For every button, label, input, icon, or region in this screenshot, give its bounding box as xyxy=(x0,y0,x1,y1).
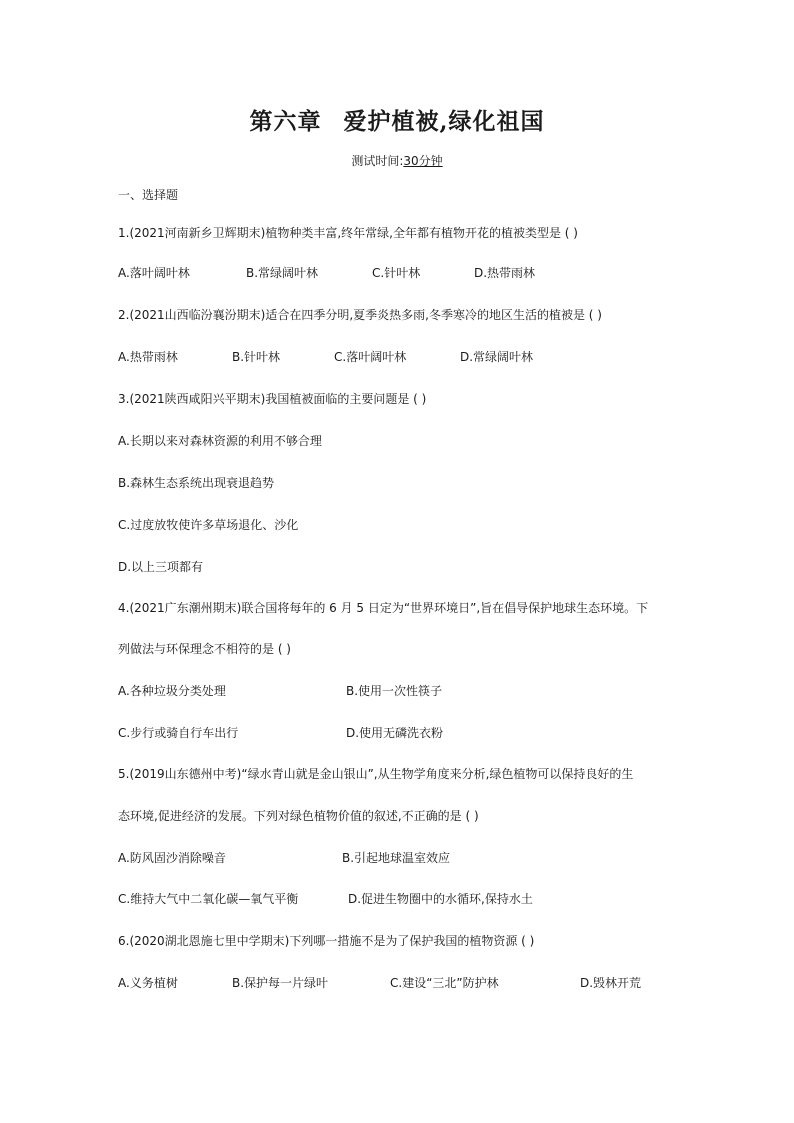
question-6-option-b: B.保护每一片绿叶 xyxy=(232,976,329,990)
question-4-option-d: D.使用无磷洗衣粉 xyxy=(346,726,444,740)
section-heading: 一、选择题 xyxy=(118,188,179,202)
question-5-stem-line-1: 5.(2019山东德州中考)“绿水青山就是金山银山”,从生物学角度来分析,绿色植物可以保持良好的生 xyxy=(118,767,634,781)
question-6-option-a: A.义务植树 xyxy=(118,976,178,990)
question-2-option-d: D.常绿阔叶林 xyxy=(460,350,534,364)
question-1-option-d: D.热带雨林 xyxy=(474,266,536,280)
question-1-option-b: B.常绿阔叶林 xyxy=(246,266,319,280)
question-2-stem: 2.(2021山西临汾襄汾期末)适合在四季分明,夏季炎热多雨,冬季寒冷的地区生活的植被是 ( ) xyxy=(118,308,602,322)
question-3-stem: 3.(2021陕西咸阳兴平期末)我国植被面临的主要问题是 ( ) xyxy=(118,392,427,406)
question-2-option-b: B.针叶林 xyxy=(232,350,281,364)
question-6-option-d: D.毁林开荒 xyxy=(580,976,642,990)
question-5-stem-line-2: 态环境,促进经济的发展。下列对绿色植物价值的叙述,不正确的是 ( ) xyxy=(118,809,479,823)
question-6-stem: 6.(2020湖北恩施七里中学期末)下列哪一措施不是为了保护我国的植物资源 ( ) xyxy=(118,934,535,948)
question-1-option-c: C.针叶林 xyxy=(372,266,421,280)
question-2-option-c: C.落叶阔叶林 xyxy=(334,350,407,364)
question-2-option-a: A.热带雨林 xyxy=(118,350,178,364)
question-3-option-d: D.以上三项都有 xyxy=(118,560,204,574)
chapter-number: 第六章 xyxy=(249,108,322,135)
question-4-stem-line-1: 4.(2021广东潮州期末)联合国将每年的 6 月 5 日定为“世界环境日”,旨在倡导保护地球生态环境。下 xyxy=(118,601,649,615)
question-5-option-b: B.引起地球温室效应 xyxy=(342,851,451,865)
question-4-option-b: B.使用一次性筷子 xyxy=(346,684,443,698)
question-4-option-a: A.各种垃圾分类处理 xyxy=(118,684,226,698)
question-5-option-d: D.促进生物圈中的水循环,保持水土 xyxy=(348,892,533,906)
question-5-option-c: C.维持大气中二氧化碳—氧气平衡 xyxy=(118,892,299,906)
question-1-stem: 1.(2021河南新乡卫辉期末)植物种类丰富,终年常绿,全年都有植物开花的植被类型是 ( ) xyxy=(118,226,578,240)
question-3-option-c: C.过度放牧使许多草场退化、沙化 xyxy=(118,518,299,532)
test-time xyxy=(0,152,794,169)
question-3-option-a: A.长期以来对森林资源的利用不够合理 xyxy=(118,434,322,448)
test-time-value: 30分钟 xyxy=(403,154,443,168)
question-4-stem-line-2: 列做法与环保理念不相符的是 ( ) xyxy=(118,642,291,656)
chapter-name: 爱护植被,绿化祖国 xyxy=(343,108,545,135)
question-4-option-c: C.步行或骑自行车出行 xyxy=(118,726,239,740)
question-1-option-a: A.落叶阔叶林 xyxy=(118,266,190,280)
chapter-title xyxy=(0,103,794,136)
test-time-label: 测试时间: xyxy=(351,154,404,168)
question-3-option-b: B.森林生态系统出现衰退趋势 xyxy=(118,476,275,490)
question-5-option-a: A.防风固沙消除噪音 xyxy=(118,851,226,865)
question-6-option-c: C.建设“三北”防护林 xyxy=(390,976,499,990)
